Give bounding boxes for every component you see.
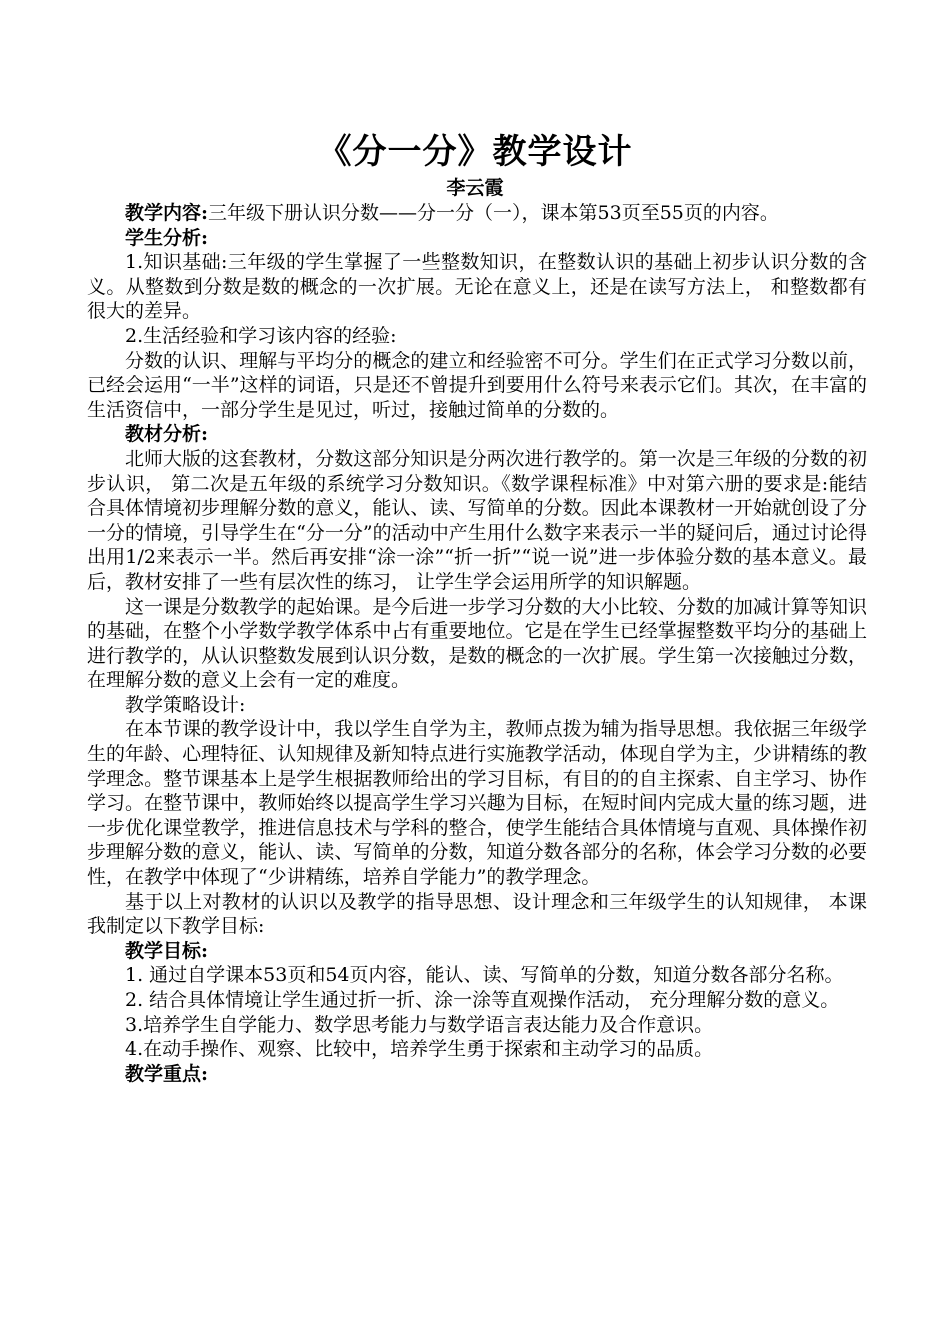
strategy-paragraph-2: 基于以上对教材的认识以及教学的指导思想、设计理念和三年级学生的认知规律， 本课我制定以下教学目标: bbox=[87, 890, 867, 938]
document-title: 《分一分》教学设计 bbox=[317, 132, 633, 172]
teaching-key-points-heading: 教学重点: bbox=[125, 1062, 209, 1085]
strategy-heading: 教学策略设计: bbox=[125, 693, 246, 716]
student-analysis-heading: 学生分析: bbox=[125, 226, 209, 249]
student-analysis-paragraph-2: 2.生活经验和学习该内容的经验: bbox=[125, 324, 397, 347]
strategy-paragraph-1: 在本节课的教学设计中，我以学生自学为主，教师点拨为辅为指导思想。我依据三年级学生的年龄、心理特征、认知规律及新知特点进行实施教学活动，体现自学为主，少讲精练的教学理念。整节课基本上是学生根据教师给出的学习目标，有目的的自主探索、自主学习、协作学习。在整节课中，教师始终以提高学生学习兴趣为目标，在短时间内完成大量的练习题，进一步优化课堂教学，推进信息技术与学科的整合，使学生能结合具体情境与直观、具体操作初步理解分数的意义，能认、读、写简单的分数，知道分数各部分的名称，体会学习分数的必要性，在教学中体现了“少讲精练，培养自学能力”的教学理念。 bbox=[87, 718, 867, 889]
teaching-goal-1: 1. 通过自学课本53页和54页内容，能认、读、写简单的分数，知道分数各部分名称。 bbox=[125, 964, 844, 987]
student-analysis-paragraph-3: 分数的认识、理解与平均分的概念的建立和经验密不可分。学生们在正式学习分数以前，已经会运用“一半”这样的词语，只是还不曾提升到要用什么符号来表示它们。其次，在丰富的生活资信中，一部分学生是见过，听过，接触过简单的分数的。 bbox=[87, 349, 867, 421]
teaching-content-label: 教学内容: bbox=[125, 202, 209, 224]
teaching-content-text: 三年级下册认识分数——分一分（一），课本第53页至55页的内容。 bbox=[208, 202, 779, 224]
document-body bbox=[87, 201, 867, 1086]
author-name: 李云霞 bbox=[446, 177, 504, 199]
teaching-content-paragraph bbox=[87, 201, 867, 226]
teaching-goal-3: 3.培养学生自学能力、数学思考能力与数学语言表达能力及合作意识。 bbox=[125, 1013, 714, 1036]
material-analysis-paragraph-1: 北师大版的这套教材，分数这部分知识是分两次进行教学的。第一次是三年级的分数的初步认识， 第二次是五年级的系统学习分数知识。《数学课程标准》中对第六册的要求是:能结合具体情境初步理解分数的意义，能认、读、写简单的分数。因此本课教材一开始就创设了分一分的情境，引导学生在“分一分”的活动中产生用什么数字来表示一半的疑问后，通过讨论得出用1/2来表示一半。然后再安排“涂一涂”“折一折”“说一说”进一步体验分数的基本意义。最后，教材安排了一些有层次性的练习， 让学生学会运用所学的知识解题。 bbox=[87, 447, 867, 593]
teaching-goal-2: 2. 结合具体情境让学生通过折一折、涂一涂等直观操作活动， 充分理解分数的意义。 bbox=[125, 989, 840, 1011]
teaching-goal-4: 4.在动手操作、观察、比较中，培养学生勇于探索和主动学习的品质。 bbox=[125, 1038, 714, 1061]
teaching-goals-heading: 教学目标: bbox=[125, 939, 209, 962]
student-analysis-paragraph-1: 1.知识基础:三年级的学生掌握了一些整数知识，在整数认识的基础上初步认识分数的含义。从整数到分数是数的概念的一次扩展。无论在意义上，还是在读写方法上， 和整数都有很大的差异。 bbox=[87, 251, 867, 323]
material-analysis-paragraph-2: 这一课是分数教学的起始课。是今后进一步学习分数的大小比较、分数的加减计算等知识的基础，在整个小学数学教学体系中占有重要地位。它是在学生已经掌握整数平均分的基础上进行教学的，从认识整数发展到认识分数，是数的概念的一次扩展。学生第一次接触过分数，在理解分数的意义上会有一定的难度。 bbox=[87, 595, 867, 692]
material-analysis-heading: 教材分析: bbox=[125, 423, 209, 446]
